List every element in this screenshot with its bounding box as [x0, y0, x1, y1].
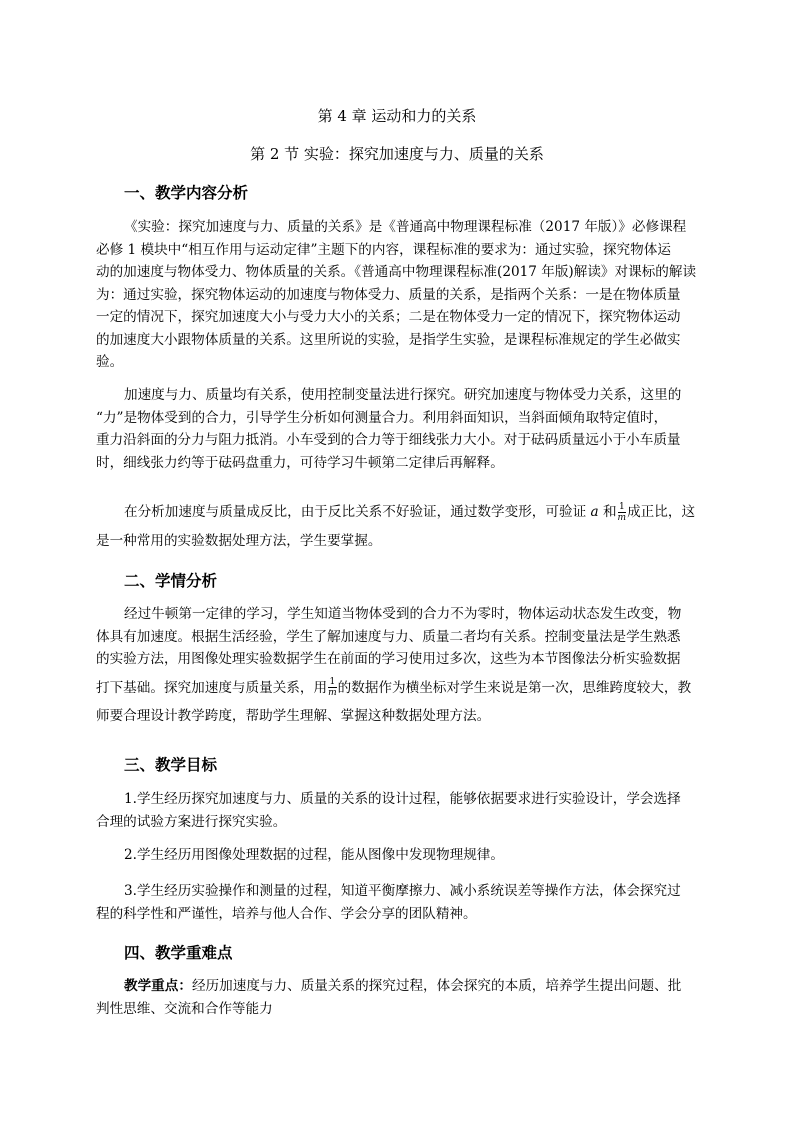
text-line: 时，细线张力约等于砝码盘重力，可待学习牛顿第二定律后再解释。 — [96, 454, 504, 471]
text-line: 师要合理设计教学跨度，帮助学生理解、掌握这种数据处理方法。 — [96, 707, 491, 724]
text-line — [96, 671, 700, 705]
text-line: 经过牛顿第一定律的学习，学生知道当物体受到的合力不为零时，物体运动状态发生改变，物 — [124, 606, 682, 622]
paragraph-control-variable — [96, 384, 700, 474]
text-line: 的加速度大小跟物体质量的关系。这里所说的实验，是指学生实验，是课程标准规定的学生必做实 — [96, 331, 681, 348]
text-segment: 经历加速度与力、质量关系的探究过程，体会探究的本质，培养学生提出问题、批 — [191, 978, 682, 994]
text-line: 《实验：探究加速度与力、质量的关系》是《普通高中物理课程标准（2017 年版）》必修课程 — [124, 219, 687, 235]
text-line: “力”是物体受到的合力，引导学生分析如何测量合力。利用斜面知识，当斜面倾角取特定值时， — [96, 409, 668, 426]
text-segment: 打下基础。探究加速度与质量关系，用 — [96, 679, 328, 696]
text-line — [96, 494, 700, 530]
paragraph-student-analysis — [96, 603, 700, 727]
fraction-one-over-m — [618, 503, 627, 523]
heading-content-analysis: 一、教学内容分析 — [124, 184, 249, 202]
fraction-denominator: m — [328, 688, 337, 698]
paragraph-content-analysis — [96, 216, 700, 374]
text-line: 3.学生经历实验操作和测量的过程，知道平衡摩擦力、减小系统误差等操作方法，体会探究过 — [124, 883, 681, 899]
heading-teaching-goals: 三、教学目标 — [124, 756, 218, 774]
goal-1 — [96, 788, 700, 833]
text-line: 加速度与力、质量均有关系，使用控制变量法进行探究。研究加速度与物体受力关系，这里的 — [124, 387, 682, 403]
text-line: 验。 — [96, 354, 124, 370]
text-line: 的实验方法，用图像处理实验数据学生在前面的学习使用过多次，这些为本节图像法分析实验数据 — [96, 651, 681, 667]
key-point-label: 教学重点： — [124, 978, 192, 994]
text-segment: 的数据作为横坐标对学生来说是第一次，思维跨度较大，教 — [337, 679, 692, 696]
fraction-denominator: m — [617, 512, 627, 523]
text-line: 为：通过实验，探究物体运动的加速度与物体受力、质量的关系，是指两个关系：一是在物体质量 — [96, 286, 681, 303]
fraction-one-over-m — [328, 678, 337, 698]
goal-2 — [96, 844, 700, 867]
text-line: 必修 1 模块中“相互作用与运动定律”主题下的内容，课程标准的要求为：通过实验，探究物体运 — [96, 241, 671, 258]
text-line: 动的加速度与物体受力、物体质量的关系。《普通高中物理课程标准(2017 年版)解读》对课标的解读 — [96, 264, 697, 280]
text-line: 1.学生经历探究加速度与力、质量的关系的设计过程，能够依据要求进行实验设计，学会选择 — [124, 791, 681, 807]
text-line: 判性思维、交流和合作等能力 — [96, 1000, 273, 1017]
text-line: 程的科学性和严谨性，培养与他人合作、学会分享的团队精神。 — [96, 905, 477, 922]
text-line: 2.学生经历用图像处理数据的过程，能从图像中发现物理规律。 — [124, 847, 504, 863]
text-line: 重力沿斜面的分力与阻力抵消。小车受到的合力等于细线张力大小。对于砝码质量远小于小车质量 — [96, 432, 681, 448]
text-line: 合理的试验方案进行探究实验。 — [96, 813, 287, 830]
text-segment: 成正比，这 — [627, 504, 696, 520]
fraction-numerator: 1 — [329, 677, 336, 687]
section-title: 第 2 节 实验：探究加速度与力、质量的关系 — [250, 145, 544, 163]
heading-key-points: 四、教学重难点 — [124, 944, 233, 962]
text-line: 是一种常用的实验数据处理方法，学生要掌握。 — [96, 533, 382, 549]
paragraph-key-points — [96, 975, 700, 1020]
fraction-numerator: 1 — [618, 501, 625, 512]
text-segment: 和 — [598, 504, 617, 520]
paragraph-inverse-relation — [96, 494, 700, 552]
goal-3 — [96, 880, 700, 925]
chapter-title: 第 4 章 运动和力的关系 — [317, 107, 477, 125]
variable-a: a — [590, 504, 599, 520]
text-line — [96, 975, 700, 998]
heading-student-analysis: 二、学情分析 — [124, 572, 218, 590]
text-segment: 在分析加速度与质量成反比，由于反比关系不好验证，通过数学变形，可验证 — [124, 504, 591, 520]
text-line: 一定的情况下，探究加速度大小与受力大小的关系；二是在物体受力一定的情况下，探究物体运动 — [96, 309, 681, 325]
text-line: 体具有加速度。根据生活经验，学生了解加速度与力、质量二者均有关系。控制变量法是学生熟悉 — [96, 628, 681, 645]
